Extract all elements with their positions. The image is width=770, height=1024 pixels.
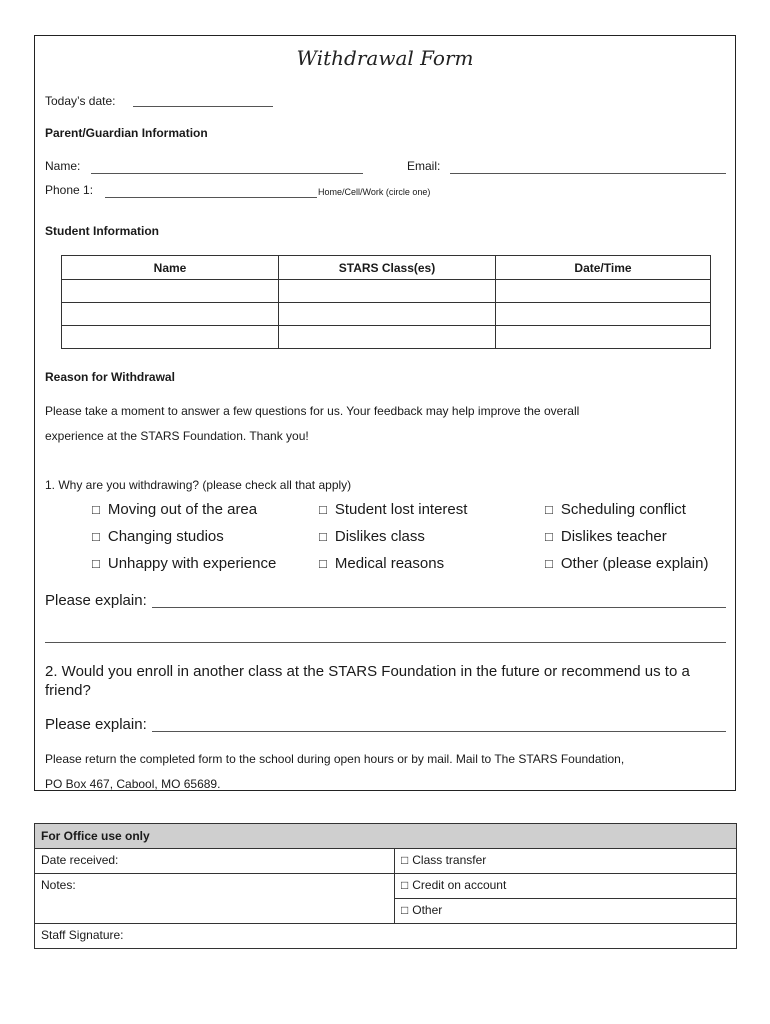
phone-note: Home/Cell/Work (circle one) <box>318 187 431 197</box>
name-label: Name: <box>45 159 81 173</box>
withdrawal-form <box>34 35 736 791</box>
student-class-cell[interactable] <box>279 280 496 303</box>
phone-field[interactable] <box>105 197 317 198</box>
return-line-1: Please return the completed form to the school during open hours or by mail. Mail to The STARS Foundation, <box>45 752 625 766</box>
phone-label: Phone 1: <box>45 183 94 197</box>
explain-field[interactable] <box>152 607 726 608</box>
option-moving[interactable]: □ Moving out of the area <box>92 501 258 518</box>
office-option-class-transfer[interactable]: □ Class transfer <box>395 849 737 874</box>
name-field[interactable] <box>91 173 363 174</box>
option-scheduling[interactable]: □ Scheduling conflict <box>545 501 686 518</box>
checkbox-icon[interactable]: □ <box>401 878 409 892</box>
intro-line-2: experience at the STARS Foundation. Thank you! <box>45 429 309 443</box>
staff-signature-label[interactable]: Staff Signature: <box>35 924 737 949</box>
student-datetime-cell[interactable] <box>496 326 711 349</box>
form-title: Withdrawal Form <box>296 46 474 70</box>
question-2: 2. Would you enroll in another class at the STARS Foundation in the future or recommend us to a friend? <box>45 663 690 699</box>
option-medical[interactable]: □ Medical reasons <box>319 555 445 572</box>
checkbox-icon[interactable]: □ <box>319 529 327 544</box>
date-received-label[interactable]: Date received: <box>35 849 395 874</box>
checkbox-icon[interactable]: □ <box>401 903 409 917</box>
parent-heading: Parent/Guardian Information <box>45 126 208 140</box>
student-name-cell[interactable] <box>62 303 279 326</box>
checkbox-icon[interactable]: □ <box>92 502 100 517</box>
checkbox-icon[interactable]: □ <box>545 502 553 517</box>
todays-date-field[interactable] <box>133 106 273 107</box>
notes-label[interactable]: Notes: <box>35 874 395 924</box>
checkbox-icon[interactable]: □ <box>401 853 409 867</box>
todays-date-label: Today’s date: <box>45 94 116 108</box>
explain-label: Please explain: <box>45 592 147 609</box>
explain-field-line-2[interactable] <box>45 642 726 643</box>
student-col-class: STARS Class(es) <box>279 256 496 280</box>
table-row <box>62 280 711 303</box>
question-1: 1. Why are you withdrawing? (please check all that apply) <box>45 478 352 492</box>
student-class-cell[interactable] <box>279 326 496 349</box>
checkbox-icon[interactable]: □ <box>92 529 100 544</box>
checkbox-icon[interactable]: □ <box>545 529 553 544</box>
option-changing-studios[interactable]: □ Changing studios <box>92 528 224 545</box>
office-use-table <box>34 823 737 949</box>
student-class-cell[interactable] <box>279 303 496 326</box>
table-row <box>62 326 711 349</box>
student-table <box>61 255 711 349</box>
option-dislikes-teacher[interactable]: □ Dislikes teacher <box>545 528 667 545</box>
table-row <box>62 303 711 326</box>
explain2-field[interactable] <box>152 731 726 732</box>
checkbox-icon[interactable]: □ <box>319 556 327 571</box>
student-datetime-cell[interactable] <box>496 280 711 303</box>
student-heading: Student Information <box>45 224 159 238</box>
email-field[interactable] <box>450 173 726 174</box>
option-other[interactable]: □ Other (please explain) <box>545 555 709 572</box>
reason-heading: Reason for Withdrawal <box>45 370 175 384</box>
student-name-cell[interactable] <box>62 280 279 303</box>
option-lost-interest[interactable]: □ Student lost interest <box>319 501 468 518</box>
option-unhappy[interactable]: □ Unhappy with experience <box>92 555 277 572</box>
office-heading: For Office use only <box>35 824 737 849</box>
student-col-name: Name <box>62 256 279 280</box>
explain2-label: Please explain: <box>45 716 147 733</box>
option-dislikes-class[interactable]: □ Dislikes class <box>319 528 425 545</box>
student-datetime-cell[interactable] <box>496 303 711 326</box>
checkbox-icon[interactable]: □ <box>92 556 100 571</box>
office-option-credit[interactable]: □ Credit on account <box>395 874 737 899</box>
checkbox-icon[interactable]: □ <box>319 502 327 517</box>
intro-line-1: Please take a moment to answer a few questions for us. Your feedback may help improve the overall <box>45 404 580 418</box>
student-col-datetime: Date/Time <box>496 256 711 280</box>
student-name-cell[interactable] <box>62 326 279 349</box>
checkbox-icon[interactable]: □ <box>545 556 553 571</box>
email-label: Email: <box>407 159 441 173</box>
return-line-2: PO Box 467, Cabool, MO 65689. <box>45 777 221 791</box>
office-option-other[interactable]: □ Other <box>395 899 737 924</box>
